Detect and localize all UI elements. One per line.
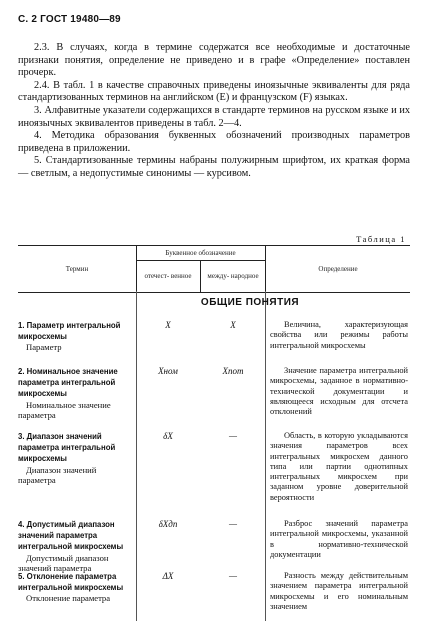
paragraph-5: 5. Стандартизованные термины набраны полужирным шрифтом, их краткая форма — светлым, а недопустимые синонимы — курсивом. xyxy=(18,155,410,179)
definition-cell: Область, в которую укладываются значения параметров всех интегральных микросхем данного типа или партии однотипных интегральных микросхем при заданном уровне доверительной вероятности xyxy=(270,431,408,502)
symbol-international: — xyxy=(228,519,237,529)
symbol-international: X xyxy=(230,320,236,330)
page-header: С. 2 ГОСТ 19480—89 xyxy=(18,14,121,25)
symbol-national: δXдп xyxy=(158,519,178,529)
symbol-national: Xном xyxy=(158,366,178,376)
paragraph-2-4: 2.4. В табл. 1 в качестве справочных приведены иноязычные эквиваленты для ряда стандартизованных терминов на английском (Е) и французском (F) языках. xyxy=(18,79,410,104)
definition-cell: Разность между действительным значением параметра интегральной микросхемы и его номинальным значением xyxy=(270,571,408,611)
symbol-international: — xyxy=(228,571,237,581)
header-definition: Определение xyxy=(318,264,358,273)
symbol-national: δX xyxy=(163,431,173,441)
header-symbol-international: между- народное xyxy=(201,261,266,292)
column-divider xyxy=(265,291,266,621)
term-cell xyxy=(18,571,130,604)
term-name: 1. Параметр интегральной микросхемы xyxy=(18,321,121,342)
term-cell xyxy=(18,519,130,573)
term-name: 5. Отклонение параметра интегральной микросхемы xyxy=(18,572,124,593)
term-short-form: Диапазон значений параметра xyxy=(18,464,97,485)
term-cell xyxy=(18,366,130,420)
symbol-international: Xnom xyxy=(222,366,244,376)
term-short-form: Параметр xyxy=(26,342,62,353)
term-name: 3. Диапазон значений параметра интегральной микросхемы xyxy=(18,432,116,464)
term-name: 4. Допустимый диапазон значений параметра интегральной микросхемы xyxy=(18,520,124,552)
section-title: ОБЩИЕ ПОНЯТИЯ xyxy=(200,297,300,308)
table-header xyxy=(18,245,410,293)
paragraph-4: 4. Методика образования буквенных обозначений производных параметров приведена в приложении. xyxy=(18,130,410,154)
term-short-form: Номинальное значение параметра xyxy=(18,399,111,420)
term-short-form: Допустимый диапазон значений параметра xyxy=(18,552,109,573)
intro-paragraphs xyxy=(18,42,410,181)
definition-cell: Значение параметра интегральной микросхемы, заданное в нормативно-технической документации и являющееся исходным для отсчета отклонений xyxy=(270,366,408,417)
symbol-national: X xyxy=(165,320,171,330)
symbol-international: — xyxy=(228,431,237,441)
table-name: Таблица 1 xyxy=(356,234,406,244)
term-name: 2. Номинальное значение параметра интегральной микросхемы xyxy=(18,367,118,399)
term-cell xyxy=(18,320,130,353)
paragraph-3: 3. Алфавитные указатели содержащихся в стандарте терминов на русском языке и их иноязычных эквивалентов приведены в табл. 2—4. xyxy=(18,104,410,129)
paragraph-2-3: 2.3. В случаях, когда в термине содержатся все необходимые и достаточные признаки понятия, определение не приведено и в графе «Определение» поставлен прочерк. xyxy=(18,42,410,79)
definition-cell: Величина, характеризующая свойства или режимы работы интегральной микросхемы xyxy=(270,320,408,350)
term-short-form: Отклонение параметра xyxy=(26,593,111,604)
header-term: Термин xyxy=(18,246,137,292)
header-symbol-national: отечест- венное xyxy=(136,261,201,292)
definition-cell: Разброс значений параметра интегральной микросхемы, указанной в нормативно-технической документации xyxy=(270,519,408,559)
term-cell xyxy=(18,431,130,485)
symbol-national: ΔX xyxy=(162,571,174,581)
header-symbol-group: Буквенное обозначение xyxy=(136,246,266,261)
